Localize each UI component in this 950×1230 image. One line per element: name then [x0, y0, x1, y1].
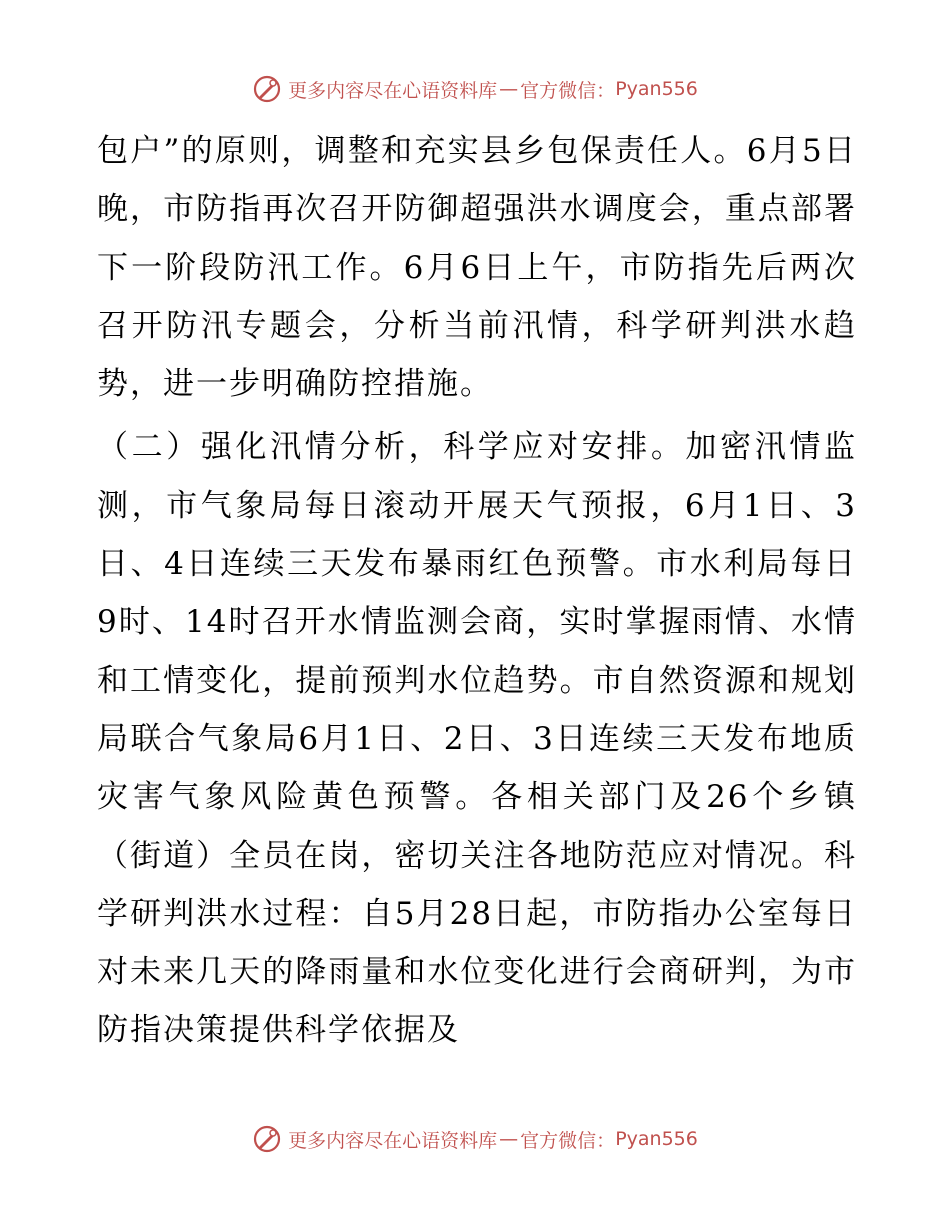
watermark-wechat-id: Pyan556	[615, 1128, 698, 1150]
watermark-separator: —	[499, 78, 519, 100]
watermark-separator: —	[499, 1128, 519, 1150]
quill-logo-icon	[252, 1124, 282, 1154]
footer-watermark	[0, 1124, 950, 1154]
paragraph-continuation: 包户”的原则，调整和充实县乡包保责任人。6月5日晚，市防指再次召开防御超强洪水调度会，重点部署下一阶段防汛工作。6月6日上午，市防指先后两次召开防汛专题会，分析当前汛情，科学研判洪水趋势，进一步明确防控措施。	[97, 133, 857, 403]
watermark-main-text: 更多内容尽在心语资料库	[288, 79, 498, 102]
document-body	[97, 122, 857, 1060]
watermark-main-text: 更多内容尽在心语资料库	[288, 1129, 498, 1152]
watermark-wechat-id: Pyan556	[615, 78, 698, 100]
watermark-wechat-label: 官方微信：	[520, 79, 616, 102]
header-watermark	[0, 74, 950, 104]
quill-logo-icon	[252, 74, 282, 104]
paragraph-section-two: （二）强化汛情分析，科学应对安排。加密汛情监测，市气象局每日滚动开展天气预报，6月1日、3日、4日连续三天发布暴雨红色预警。市水利局每日9时、14时召开水情监测会商，实时掌握雨情、水情和工情变化，提前预判水位趋势。市自然资源和规划局联合气象局6月1日、2日、3日连续三天发布地质灾害气象风险黄色预警。各相关部门及26个乡镇（街道）全员在岗，密切关注各地防范应对情况。科学研判洪水过程：自5月28日起，市防指办公室每日对未来几天的降雨量和水位变化进行会商研判，为市防指决策提供科学依据及	[97, 429, 857, 1049]
watermark-wechat-label: 官方微信：	[520, 1129, 616, 1152]
